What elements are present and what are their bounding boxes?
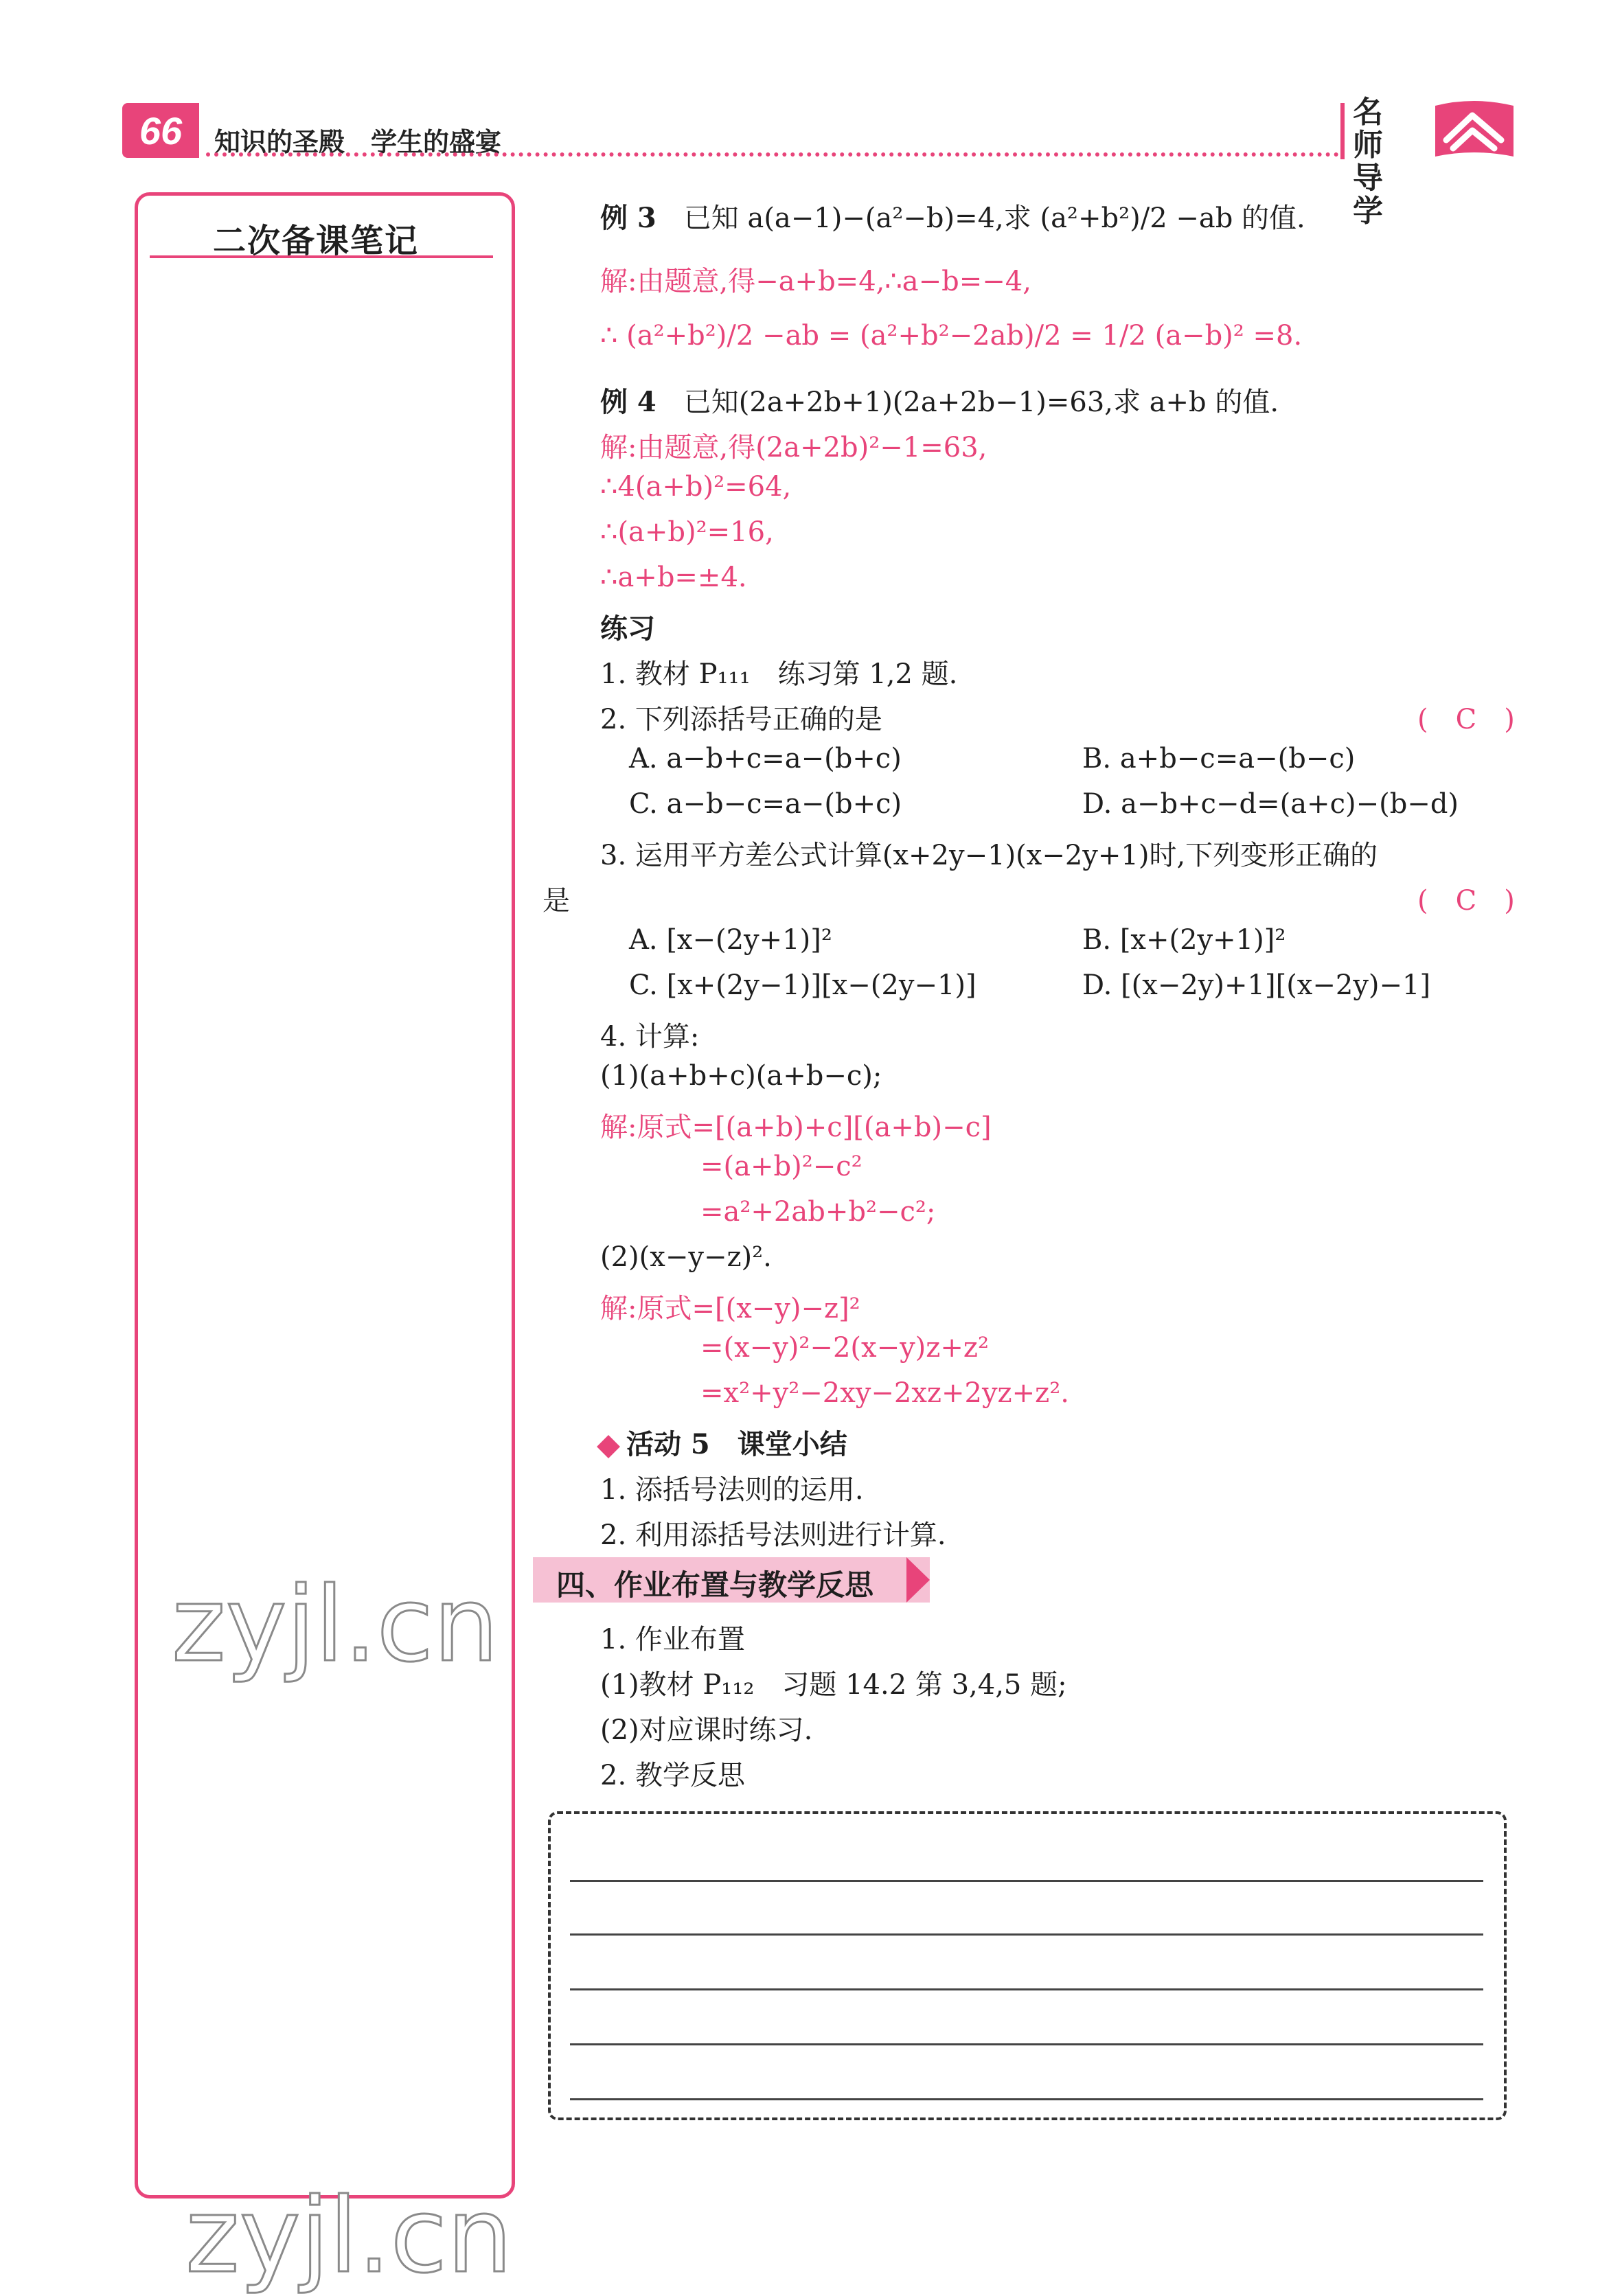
practice-4-2-solution-3: =x²+y²−2xy−2xz+2yz+z². bbox=[700, 1377, 1069, 1409]
practice-4-2-solution-1: 解:原式=[(x−y)−z]² bbox=[600, 1293, 860, 1324]
practice-3-line-2: 是 bbox=[542, 885, 570, 917]
example-4-solution-1: 解:由题意,得(2a+2b)²−1=63, bbox=[600, 432, 987, 463]
diamond-bullet-icon bbox=[597, 1435, 620, 1458]
header-divider bbox=[206, 152, 1339, 157]
page-number: 66 bbox=[122, 103, 199, 158]
practice-3-answer: ( C ) bbox=[1417, 885, 1515, 917]
practice-4-2: (2)(x−y−z)². bbox=[600, 1241, 772, 1273]
practice-heading: 练习 bbox=[600, 612, 655, 645]
writing-line bbox=[570, 1880, 1483, 1882]
watermark: zyjl.cn bbox=[185, 2177, 513, 2296]
practice-2-option-a: A. a−b+c=a−(b+c) bbox=[629, 743, 902, 774]
reflection-heading: 2. 教学反思 bbox=[600, 1760, 745, 1791]
writing-line bbox=[570, 2043, 1483, 2045]
banner-arrow-icon bbox=[906, 1554, 934, 1605]
practice-4-1-solution-1: 解:原式=[(a+b)+c][(a+b)−c] bbox=[600, 1112, 992, 1143]
practice-4-1: (1)(a+b+c)(a+b−c); bbox=[600, 1060, 882, 1092]
practice-3-option-b: B. [x+(2y+1)]² bbox=[1082, 924, 1286, 956]
book-logo-icon bbox=[1432, 100, 1519, 163]
practice-3-option-d: D. [(x−2y)+1][(x−2y)−1] bbox=[1082, 969, 1431, 1001]
watermark: zyjl.cn bbox=[172, 1565, 499, 1685]
practice-1: 1. 教材 P₁₁₁ 练习第 1,2 题. bbox=[600, 658, 958, 690]
practice-2-option-b: B. a+b−c=a−(b−c) bbox=[1082, 743, 1356, 774]
writing-line bbox=[570, 1933, 1483, 1936]
activity-5-item-1: 1. 添括号法则的运用. bbox=[600, 1474, 864, 1506]
homework-item-2: (2)对应课时练习. bbox=[600, 1714, 813, 1746]
practice-3-option-a: A. [x−(2y+1)]² bbox=[629, 924, 832, 956]
practice-4: 4. 计算: bbox=[600, 1021, 700, 1053]
reflection-box bbox=[548, 1811, 1507, 2120]
notes-title-underline bbox=[150, 255, 493, 258]
example-3-label: 例 3 bbox=[600, 202, 656, 234]
example-3-text: 已知 a(a−1)−(a²−b)=4,求 (a²+b²)/2 −ab 的值. bbox=[683, 203, 1305, 234]
brand-line-1: 名师 bbox=[1353, 95, 1383, 163]
example-4-solution-4: ∴a+b=±4. bbox=[600, 562, 747, 593]
practice-4-1-solution-2: =(a+b)²−c² bbox=[700, 1151, 863, 1182]
example-3-solution-2: ∴ (a²+b²)/2 −ab = (a²+b²−2ab)/2 = 1/2 (a−b)² =8. bbox=[600, 320, 1303, 352]
example-4-label: 例 4 bbox=[600, 386, 656, 418]
homework-item-1: (1)教材 P₁₁₂ 习题 14.2 第 3,4,5 题; bbox=[600, 1669, 1067, 1701]
section-4-title: 四、作业布置与教学反思 bbox=[556, 1568, 874, 1602]
practice-2: 2. 下列添括号正确的是 bbox=[600, 704, 882, 735]
activity-5-item-2: 2. 利用添括号法则进行计算. bbox=[600, 1519, 946, 1551]
example-3-solution-1: 解:由题意,得−a+b=4,∴a−b=−4, bbox=[600, 266, 1031, 297]
brand-name bbox=[1353, 96, 1405, 228]
practice-2-option-d: D. a−b+c−d=(a+c)−(b−d) bbox=[1082, 788, 1459, 820]
practice-3-option-c: C. [x+(2y−1)][x−(2y−1)] bbox=[629, 969, 976, 1001]
practice-4-2-solution-2: =(x−y)²−2(x−y)z+z² bbox=[700, 1332, 989, 1364]
notes-title: 二次备课笔记 bbox=[213, 222, 420, 260]
practice-2-option-c: C. a−b−c=a−(b+c) bbox=[629, 788, 902, 820]
writing-line bbox=[570, 1988, 1483, 1990]
example-3 bbox=[600, 196, 1305, 236]
example-4-solution-2: ∴4(a+b)²=64, bbox=[600, 471, 792, 503]
header-accent-bar bbox=[1340, 103, 1345, 159]
brand-line-2: 导学 bbox=[1353, 161, 1383, 229]
example-4-text: 已知(2a+2b+1)(2a+2b−1)=63,求 a+b 的值. bbox=[683, 387, 1279, 418]
notes-box bbox=[135, 192, 515, 2199]
activity-5-title: 活动 5 课堂小结 bbox=[626, 1428, 847, 1460]
example-4-solution-3: ∴(a+b)²=16, bbox=[600, 516, 774, 548]
activity-5-heading bbox=[600, 1423, 847, 1462]
header-motto: 知识的圣殿 学生的盛宴 bbox=[214, 126, 502, 157]
practice-2-answer: ( C ) bbox=[1417, 704, 1515, 735]
practice-4-1-solution-3: =a²+2ab+b²−c²; bbox=[700, 1196, 936, 1228]
writing-line bbox=[570, 2098, 1483, 2100]
practice-3-line-1: 3. 运用平方差公式计算(x+2y−1)(x−2y+1)时,下列变形正确的 bbox=[600, 840, 1378, 871]
homework-heading: 1. 作业布置 bbox=[600, 1624, 745, 1655]
example-4 bbox=[600, 380, 1279, 420]
